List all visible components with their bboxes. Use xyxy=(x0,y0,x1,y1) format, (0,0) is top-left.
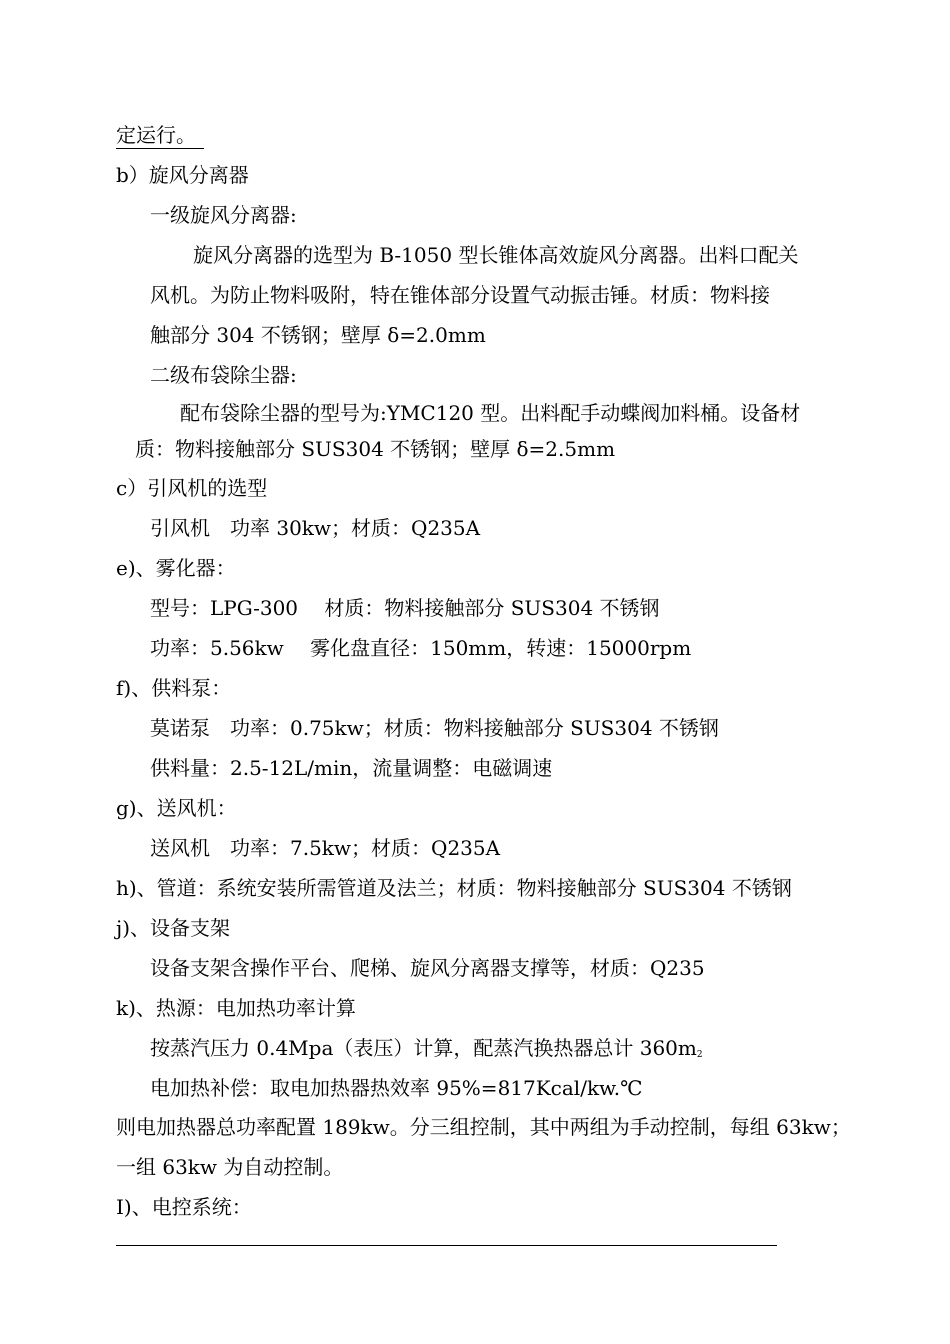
spec-line: 引风机 功率 30kw；材质：Q235A xyxy=(150,516,481,540)
spec-line: 供料量：2.5-12L/min，流量调整：电磁调速 xyxy=(150,756,553,780)
spec-line: 设备支架含操作平台、爬梯、旋风分离器支撑等，材质：Q235 xyxy=(150,956,705,980)
paragraph-line: 则电加热器总功率配置 189kw。分三组控制，其中两组为手动控制，每组 63kw； xyxy=(116,1115,851,1139)
unit-superscript: 2 xyxy=(696,1050,703,1060)
spec-line: 送风机 功率：7.5kw；材质：Q235A xyxy=(150,836,501,860)
top-rule xyxy=(116,148,204,149)
text-line: 定运行。 xyxy=(116,123,196,147)
subheading-primary-cyclone: 一级旋风分离器: xyxy=(150,203,297,227)
section-heading-support: j)、设备支架 xyxy=(116,916,231,940)
spec-text: 按蒸汽压力 0.4Mpa（表压）计算，配蒸汽换热器总计 360m xyxy=(150,1036,697,1060)
spec-line: 莫诺泵 功率：0.75kw；材质：物料接触部分 SUS304 不锈钢 xyxy=(150,716,719,740)
section-heading-fan: c）引风机的选型 xyxy=(116,476,268,500)
section-heading-pump: f)、供料泵： xyxy=(116,676,232,700)
spec-line xyxy=(150,1036,703,1067)
spec-line: 功率：5.56kw 雾化盘直径：150mm，转速：15000rpm xyxy=(150,636,692,660)
subheading-bag-filter: 二级布袋除尘器: xyxy=(150,363,297,387)
paragraph-line: 一组 63kw 为自动控制。 xyxy=(116,1155,344,1179)
paragraph-line: 旋风分离器的选型为 B-1050 型长锥体高效旋风分离器。出料口配关 xyxy=(193,243,799,267)
section-heading-cyclone: b）旋风分离器 xyxy=(116,163,249,187)
section-heading-control: I)、电控系统： xyxy=(116,1195,252,1219)
section-heading-blower: g)、送风机： xyxy=(116,796,237,820)
spec-line: 型号：LPG-300 材质：物料接触部分 SUS304 不锈钢 xyxy=(150,596,660,620)
section-heading-piping: h)、管道：系统安装所需管道及法兰；材质：物料接触部分 SUS304 不锈钢 xyxy=(116,876,792,900)
section-heading-heat-source: k)、热源：电加热功率计算 xyxy=(116,996,356,1020)
section-heading-atomizer: e)、雾化器： xyxy=(116,556,236,580)
footer-rule xyxy=(116,1245,777,1246)
paragraph-line: 风机。为防止物料吸附，特在锥体部分设置气动振击锤。材质：物料接 xyxy=(150,283,770,307)
spec-line: 电加热补偿：取电加热器热效率 95%=817Kcal/kw.℃ xyxy=(150,1076,643,1100)
paragraph-line: 触部分 304 不锈钢；壁厚 δ=2.0mm xyxy=(150,323,486,347)
paragraph-line: 配布袋除尘器的型号为:YMC120 型。出料配手动蝶阀加料桶。设备材 xyxy=(180,401,801,425)
paragraph-line: 质：物料接触部分 SUS304 不锈钢；壁厚 δ=2.5mm xyxy=(135,437,616,461)
